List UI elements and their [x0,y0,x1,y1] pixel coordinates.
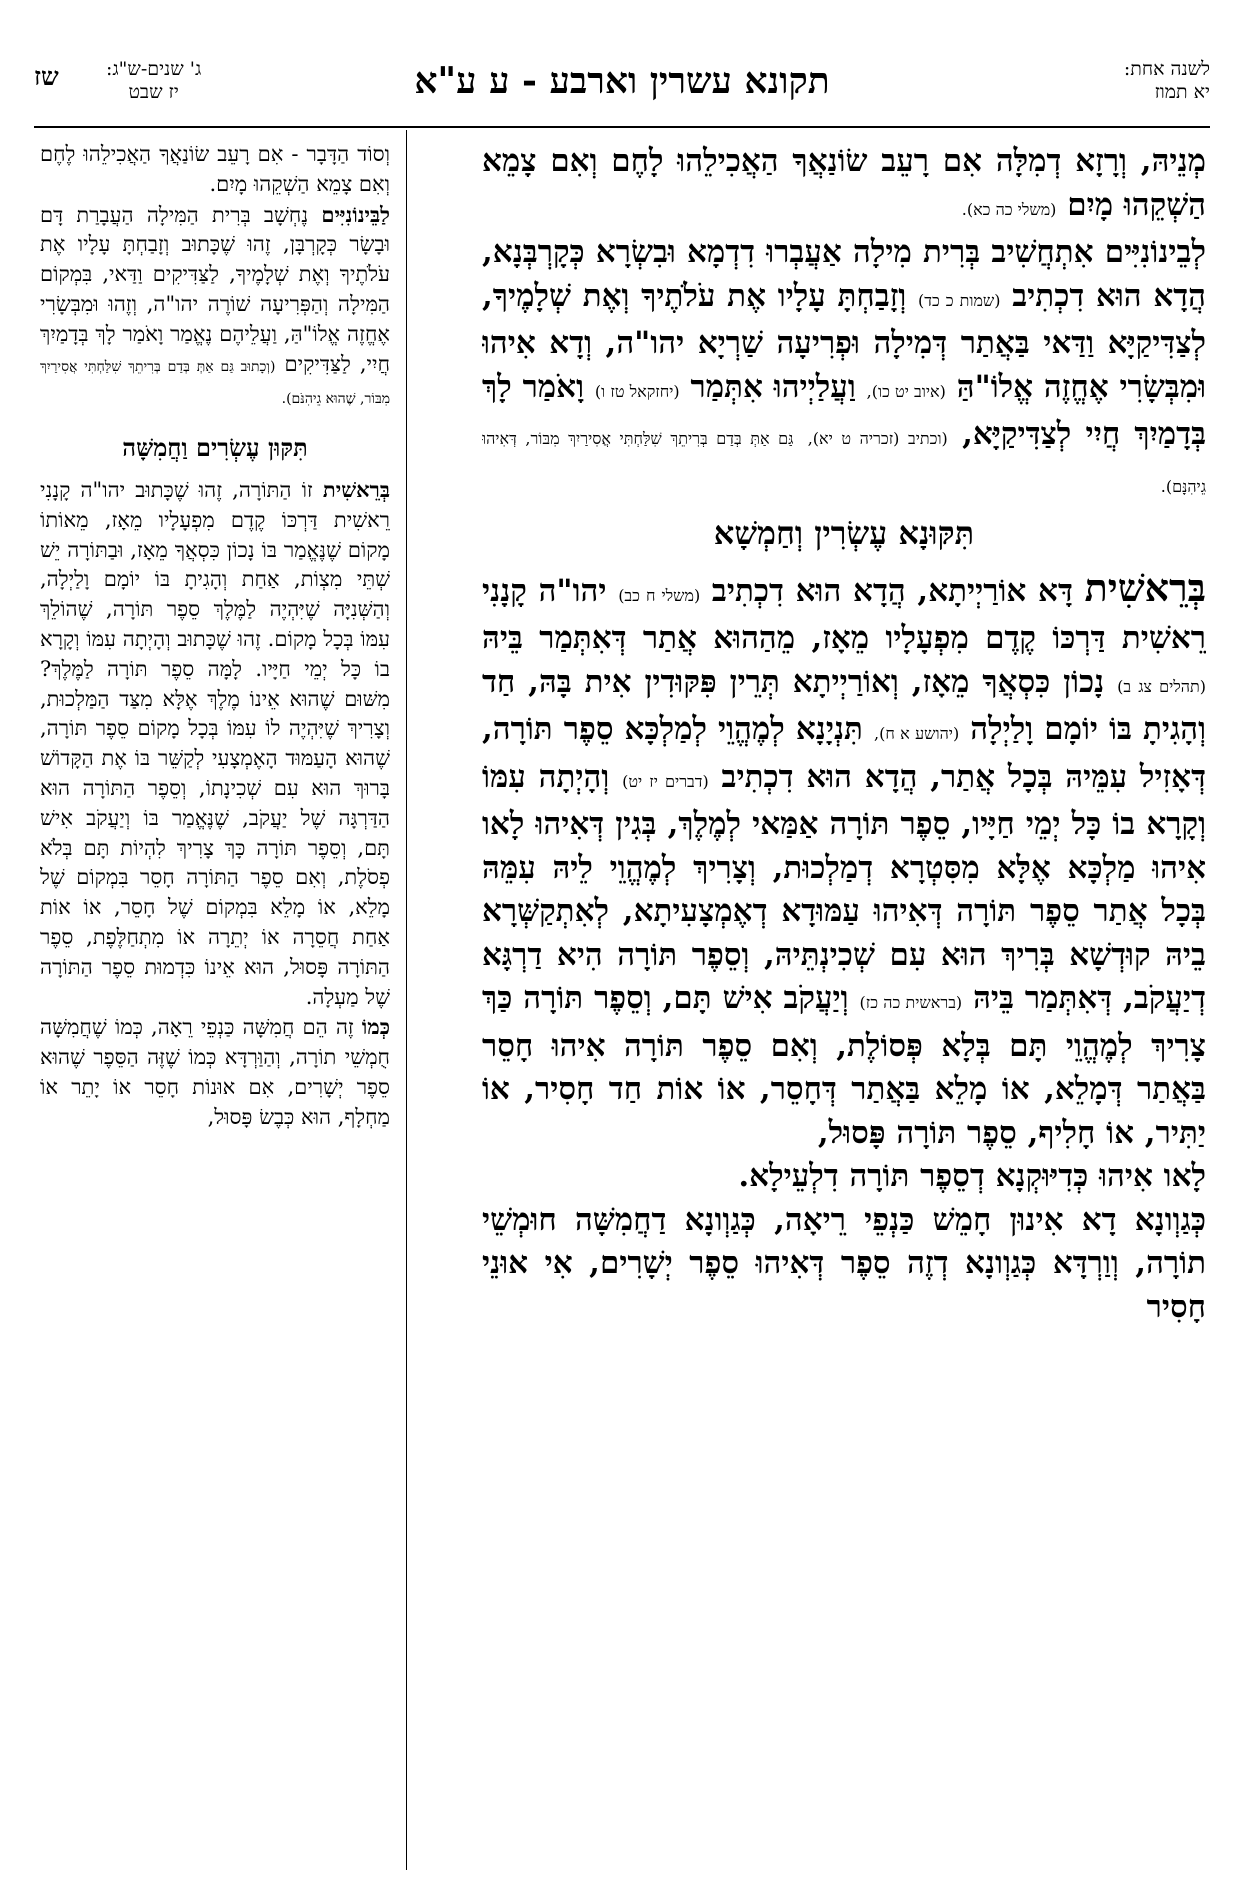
main-text: וְהָיְתָה עִמּוֹ וְקָרָא בוֹ כָּל יְמֵי חַיָּיו, סֵפֶר תּוֹרָה אַמַּאי לְמֶלֶךְ, בְּגִין דְּאִיהוּ לָאו אִיהוּ מַלְכָּא אֶלָּא מִסִּטְרָא דְמַלְכוּת, וְצָרִיךְ לְמֶהֱוֵי לֵיהּ עִמֵּהּ בְּכָל אֲתַר סֵפֶר תּוֹרָה דְּאִיהוּ עַמּוּדָא דְאֶמְצָעִיתָא, לְאִתְקַשְּׁרָא בֵיהּ קוּדְשָׁא בְּרִיךְ הוּא עִם שְׁכִינְתֵּיהּ, וְסֵפֶר תּוֹרָה הִיא דַרְגָּא דְיַעֲקֹב, דְּאִתְּמַר בֵּיהּ [482,758,1206,1016]
side-opening-word: לַבֵּינוֹנִיִּים [321,201,390,227]
main-text: מְנֵיהּ, וְרָזָא דְמִלָּה אִם רָעֵב שׂוֹנַאֲךָ הַאֲכִילֵהוּ לָחֶם וְאִם צָמֵא הַשְׁקֵהוּ מָיִם [482,143,1206,223]
main-text: וַעֲלַיְיהוּ אִתְּמַר [690,368,856,405]
main-small-text: גַּם אַתְּ בְּדַם בְּרִיתֵךְ שִׁלַּחְתִּי אֲסִירַיִךְ מִבּוֹר, דְּאִיהוּ גֵיהִנָּם). [482,429,1206,496]
source-reference: (בראשית כה כז) [859,993,963,1012]
side-text: זֶה הֵם חֲמִשָּׁה כַּנְפֵי רֵאָה, כְּמוֹ שֶׁחֲמִשָּׁה חֻמְשֵׁי תוֹרָה, וְהַוַּרְדָּא כְּמוֹ שֶׁזֶּה הַסֵּפֶר שֶׁהוּא סֵפֶר יְשָׁרִים, אִם אוּנוֹת חָסֵר אוֹ יָתֵר אוֹ מַחְלָף, הוּא כְּבֶשׂ פָּסוּל, [40,1015,390,1129]
source-reference: (דברים יז יט) [622,771,709,791]
side-opening-word: כְּמוֹ [361,1014,390,1040]
main-text: לְבֵינוֹנִיִּים אִתְחֲשִׁיב בְּרִית מִילָה אַעֲבְרוּ דִדְמָא וּבִשְׂרָא כְּקָרְבְּנָא, הֲדָא הוּא דִכְתִיב [482,234,1206,314]
source-reference: (וכתיב (זכריה ט יא), [807,429,948,448]
main-text: וְיַעֲקֹב אִישׁ תָּם, וְסֵפֶר תּוֹרָה כַּךְ צָרִיךְ לְמֶהֱוֵי תָּם בְּלָא פְּסוֹלֶת, וְאִם סֵפֶר תּוֹרָה אִיהוּ חָסֵר בַּאֲתַר דְּמָלֵא, אוֹ מָלֵא בַּאֲתַר דְּחָסֵר, אוֹ אוֹת חַד חָסִיר, אוֹ יַתִּיר, אוֹ חָלִיף, סֵפֶר תּוֹרָה פָּסוּל, [482,980,1206,1151]
source-reference: (משלי כה כא). [961,199,1057,219]
header-divider [34,126,1210,128]
column-divider [406,130,407,1870]
side-column [40,140,390,1870]
main-text: יהו"ה קָנָנִי רֵאשִׁית דַּרְכּוֹ קֶדֶם מִפְעָלָיו מֵאָז, מֵהַהוּא אֲתַר דְּאִתְּמַר בֵּיהּ [482,572,1206,656]
source-reference: (יחזקאל טז ו) [594,381,680,401]
main-text: דָּא אוֹרַיְיתָא, הֲדָא הוּא דִכְתִיב [711,572,1073,609]
side-small-text: (וְכָתוּב גַּם אַתְּ בְּדַם בְּרִיתֵךְ שִׁלַּחְתִּי אֲסִירַיִךְ מִבּוֹר, שֶׁהוּא גֵיהִנֹּם). [40,358,390,408]
header-schedule-one-year: לשנה אחת: [1123,58,1210,80]
main-paragraph [482,566,1206,1156]
main-text: לָאו אִיהוּ כְּדִיּוּקְנָא דְסֵפֶר תּוֹרָה דִלְעֵילָא. [738,1158,1206,1194]
side-paragraph [40,1012,390,1132]
page-title: תקונא עשרין וארבע - ע ע"א [414,60,830,102]
main-text: כְּגַוְונָא דָא אִינוּן חָמֵשׁ כַּנְפֵי רֵיאָה, כְּגַוְונָא דַחֲמִשָּׁה חוּמְשֵׁי תוֹרָה, וְוַרְדָּא כְּגַוְונָא דְזֶה סֵפֶר דְּאִיהוּ סֵפֶר יְשָׁרִים, אִי אוּנֵי חָסִיר [482,1201,1206,1325]
main-text: תִּנְיָנָא לְמֶהֱוֵי לְמַלְכָּא סֵפֶר תּוֹרָה, דְּאָזִיל עִמֵּיהּ בְּכָל אֲתַר, הֲדָא הוּא דִכְתִיב [482,711,1206,795]
page-number: שז [34,62,59,91]
header-date-right: יא תמוז [1154,81,1210,103]
main-column [482,140,1206,1870]
source-reference: (איוב יט כו), [866,381,946,401]
source-reference: (יהושע א ח), [874,724,960,743]
side-section-title: תִּקּוּן עֶשְׂרִים וַחֲמִשָּׁה [122,433,308,463]
main-paragraph [482,140,1206,231]
header-left-block [106,58,201,104]
main-text: וְזָבַחְתָּ עָלָיו אֶת עֹלֹתֶיךָ וְאֶת שְׁלָמֶיךָ, לְצַדִּיקַיָּא וַדַּאי בַּאֲתַר דְּמִילָה וּפְרִיעָה שַׁרְיָא יהו"ה, וְדָא אִיהוּ וּמִבְּשָׂרִי אֶחֱזֶה אֱלוֹ"הַּ [482,277,1206,405]
header-schedule-three-years: ג' שנים-ש"ג: [106,58,202,80]
main-opening-word: בְּרֵאשִׁית [1084,564,1206,610]
side-text: נֶחְשָׁב בְּרִית הַמִּילָה הַעֲבָרַת דָּם וּבָשָׂר כְּקָרְבָּן, זֶהוּ שֶׁכָּתוּב וְזָבַחְתָּ עָלָיו אֶת עֹלֹתֶיךָ וְאֶת שְׁלָמֶיךָ, לַצַּדִּיקִים וַדַּאי, בִּמְקוֹם הַמִּילָה וְהַפְּרִיעָה שׁוֹרֶה יהו"ה, וְזֶהוּ וּמִבְּשָׂרִי אֶחֱזֶה אֱלוֹ"הַּ, וַעֲלֵיהֶם נֶאֱמַר וָאֹמַר לָךְ בְּדָמַיִךְ חֲיִי, לַצַּדִּיקִים [40,202,390,376]
side-text: זוֹ הַתּוֹרָה, זֶהוּ שֶׁכָּתוּב יהו"ה קָנָנִי רֵאשִׁית דַּרְכּוֹ קֶדֶם מִפְעָלָיו מֵאָז, מֵאוֹתוֹ מָקוֹם שֶׁנֶּאֱמַר בּוֹ נָכוֹן כִּסְאֲךָ מֵאָז, וּבַתּוֹרָה יֵשׁ שְׁתֵּי מִצְוֹת, אַחַת וְהָגִיתָ בּוֹ יוֹמָם וָלַיְלָה, וְהַשְּׁנִיָּה שֶׁיִּהְיֶה לַמֶּלֶךְ סֵפֶר תּוֹרָה, שֶׁהוֹלֵךְ עִמּוֹ בְּכָל מָקוֹם. זֶהוּ שֶׁכָּתוּב וְהָיְתָה עִמּוֹ וְקָרָא בוֹ כָּל יְמֵי חַיָּיו. לָמָּה סֵפֶר תּוֹרָה לַמֶּלֶךְ? מִשּׁוּם שֶׁהוּא אֵינוֹ מֶלֶךְ אֶלָּא מִצַּד הַמַּלְכוּת, וְצָרִיךְ שֶׁיִּהְיֶה לוֹ עִמּוֹ בְּכָל מָקוֹם סֵפֶר תּוֹרָה, שֶׁהוּא הָעַמּוּד הָאֶמְצָעִי לְקַשֵּׁר בּוֹ אֶת הַקָּדוֹשׁ בָּרוּךְ הוּא עִם שְׁכִינָתוֹ, וְסֵפֶר הַתּוֹרָה הוּא הַדַּרְגָּה שֶׁל יַעֲקֹב, שֶׁנֶּאֱמַר בּוֹ וְיַעֲקֹב אִישׁ תָּם, וְסֵפֶר תּוֹרָה כָּךְ צָרִיךְ לִהְיוֹת תָּם בְּלֹא פְסֹלֶת, וְאִם סֵפֶר הַתּוֹרָה חָסֵר בִּמְקוֹם שֶׁל מָלֵא, אוֹ מָלֵא בִּמְקוֹם שֶׁל חָסֵר, אוֹ אוֹת אַחַת חֲסֵרָה אוֹ יְתֵרָה אוֹ מִתְחַלֶּפֶת, סֵפֶר הַתּוֹרָה פָּסוּל, הוּא אֵינוֹ כִּדְמוּת סֵפֶר הַתּוֹרָה שֶׁל מַעְלָה. [40,477,390,1009]
main-text: נָכוֹן כִּסְאֲךָ מֵאָז, וְאוֹרַיְיתָא תְּרֵין פִּקּוּדִין אִית בָּהּ, חַד וְהָגִיתָ בּוֹ יוֹמָם וָלַיְלָה [482,663,1206,747]
main-paragraph [482,1155,1206,1199]
source-reference: (תהלים צג ב) [1117,676,1206,696]
main-text: וָאֹמַר לָךְ בְּדָמַיִךְ חֲיִי לְצַדִּיקַיָּא, [482,368,1206,452]
main-paragraph [482,1199,1206,1330]
side-paragraph [40,200,390,416]
side-opening-word: בְּרֵאשִׁית [322,476,390,502]
page-header [34,58,1210,136]
source-reference: (משלי ח כב) [618,585,701,605]
source-reference: (שמות כ כד) [918,290,1001,310]
header-date-left: יז שבט [128,81,179,103]
main-paragraph [482,231,1206,508]
side-paragraph [40,475,390,1012]
main-section-title: תִּקּוּנָא עֶשְׂרִין וְחַמְשָׁא [713,514,975,552]
side-paragraph: וְסוֹד הַדָּבָר - אִם רָעֵב שׂוֹנַאֲךָ הַאֲכִילֵהוּ לֶחֶם וְאִם צָמֵא הַשְׁקֵהוּ מָיִם. [40,142,390,196]
